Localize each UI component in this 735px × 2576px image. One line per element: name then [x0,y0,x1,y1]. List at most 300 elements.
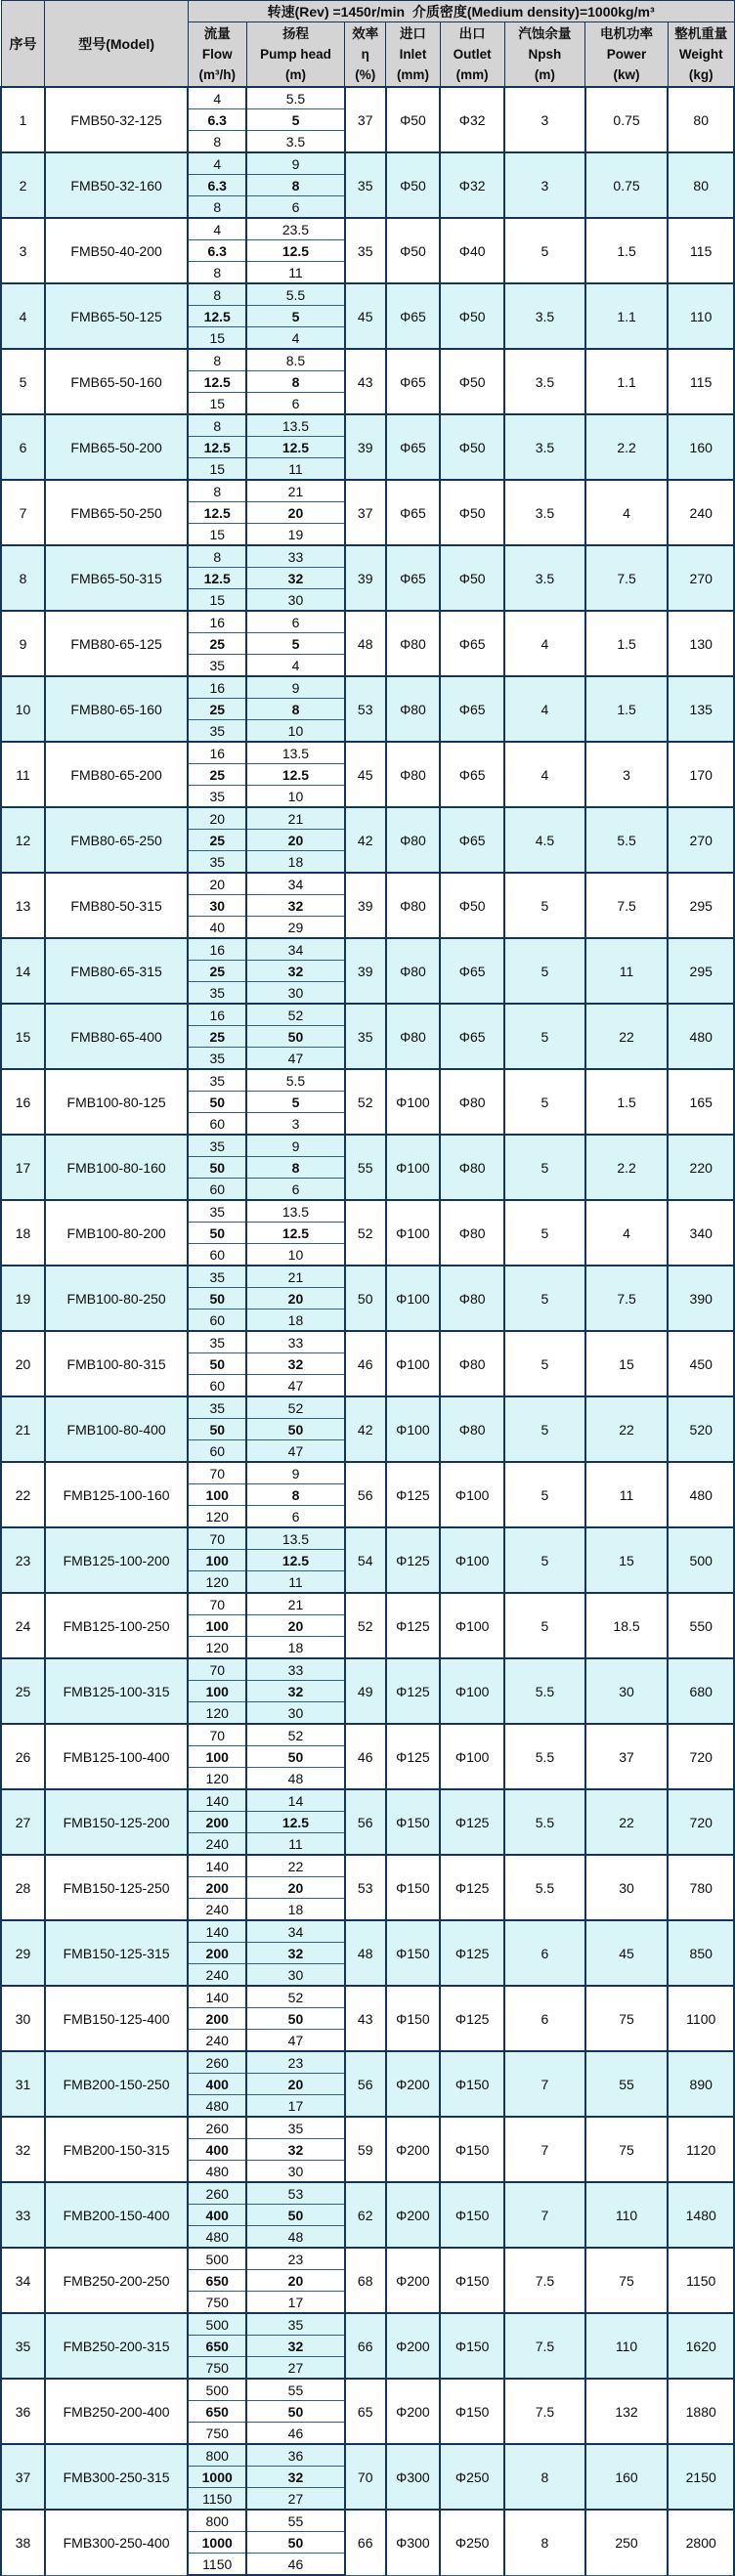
inlet-cell: Φ300 [386,2510,440,2575]
head-cell: 21 [246,1593,345,1615]
head-cell: 9 [246,676,345,699]
table-row [1,1724,734,1746]
power-cell: 2.2 [585,414,669,480]
weight-cell: 270 [668,545,734,611]
head-cell: 8 [246,1157,345,1179]
serial-cell: 26 [1,1724,45,1789]
model-cell: FMB100-80-400 [45,1396,188,1462]
serial-cell: 38 [1,2510,45,2575]
head-cell: 6 [246,611,345,633]
power-cell: 132 [585,2379,669,2444]
flow-cell: 240 [188,2030,246,2052]
head-cell: 11 [246,1571,345,1594]
head-cell: 33 [246,1658,345,1681]
weight-cell: 890 [668,2051,734,2117]
serial-cell: 22 [1,1462,45,1527]
power-cell: 4 [585,1200,669,1266]
table-row [1,480,734,502]
power-cell: 7.5 [585,545,669,611]
head-cell: 27 [246,2357,345,2380]
table-row [1,938,734,961]
table-row [1,349,734,371]
weight-cell: 340 [668,1200,734,1266]
head-cell: 12.5 [246,1223,345,1244]
weight-cell: 295 [668,873,734,938]
efficiency-cell: 45 [345,742,386,807]
table-row [1,1004,734,1026]
table-row [1,1789,734,1812]
weight-cell: 2800 [668,2510,734,2575]
head-cell: 18 [246,1309,345,1332]
flow-cell: 70 [188,1724,246,1746]
head-cell: 3 [246,1113,345,1136]
head-cell: 6 [246,1506,345,1528]
npsh-cell: 3 [504,152,585,218]
flow-cell: 260 [188,2117,246,2139]
flow-cell: 35 [188,851,246,874]
serial-cell: 7 [1,480,45,545]
outlet-cell: Φ80 [440,1396,504,1462]
inlet-cell: Φ80 [386,873,440,938]
flow-cell: 60 [188,1440,246,1463]
head-cell: 12.5 [246,764,345,786]
inlet-cell: Φ80 [386,1004,440,1069]
head-cell: 47 [246,2030,345,2052]
weight-cell: 295 [668,938,734,1004]
outlet-cell: Φ32 [440,87,504,152]
flow-cell: 480 [188,2161,246,2183]
outlet-cell: Φ100 [440,1593,504,1658]
head-cell: 48 [246,1768,345,1790]
npsh-cell: 4 [504,742,585,807]
outlet-cell: Φ80 [440,1266,504,1331]
header-col-power-unit: (kw) [613,67,640,82]
flow-cell: 500 [188,2379,246,2401]
outlet-cell: Φ150 [440,2117,504,2182]
npsh-cell: 5 [504,218,585,283]
efficiency-cell: 48 [345,1920,386,1986]
flow-cell: 1000 [188,2467,246,2488]
head-cell: 5 [246,109,345,131]
header-col-weight-en: Weight [678,47,723,62]
model-cell: FMB50-32-125 [45,87,188,152]
weight-cell: 720 [668,1789,734,1855]
npsh-cell: 3.5 [504,283,585,349]
flow-cell: 650 [188,2401,246,2423]
flow-cell: 120 [188,1702,246,1725]
head-cell: 14 [246,1789,345,1812]
efficiency-cell: 46 [345,1724,386,1789]
model-cell: FMB125-100-400 [45,1724,188,1789]
head-cell: 21 [246,480,345,502]
flow-cell: 100 [188,1681,246,1702]
serial-cell: 23 [1,1527,45,1593]
npsh-cell: 5 [504,938,585,1004]
power-cell: 0.75 [585,152,669,218]
outlet-cell: Φ50 [440,414,504,480]
outlet-cell: Φ150 [440,2248,504,2313]
model-cell: FMB100-80-125 [45,1069,188,1135]
serial-cell: 25 [1,1658,45,1724]
serial-cell: 13 [1,873,45,938]
flow-cell: 35 [188,1331,246,1353]
outlet-cell: Φ250 [440,2510,504,2575]
model-cell: FMB65-50-200 [45,414,188,480]
power-cell: 75 [585,1986,669,2051]
model-cell: FMB50-32-160 [45,152,188,218]
head-cell: 47 [246,1048,345,1070]
npsh-cell: 4 [504,611,585,676]
serial-cell: 36 [1,2379,45,2444]
header-col-npsh-en: Npsh [528,47,562,62]
serial-cell: 2 [1,152,45,218]
flow-cell: 240 [188,1964,246,1987]
efficiency-cell: 56 [345,1462,386,1527]
head-cell: 35 [246,2117,345,2139]
head-cell: 34 [246,938,345,961]
flow-cell: 35 [188,1048,246,1070]
flow-cell: 60 [188,1113,246,1136]
efficiency-cell: 53 [345,1855,386,1920]
inlet-cell: Φ100 [386,1266,440,1331]
model-cell: FMB80-65-160 [45,676,188,742]
head-cell: 23 [246,2248,345,2270]
flow-cell: 30 [188,895,246,917]
head-cell: 52 [246,1004,345,1026]
serial-cell: 35 [1,2313,45,2379]
power-cell: 75 [585,2117,669,2182]
inlet-cell: Φ100 [386,1331,440,1396]
efficiency-cell: 42 [345,807,386,873]
table-row [1,2510,734,2532]
table-row [1,2248,734,2270]
serial-cell: 5 [1,349,45,414]
serial-cell: 32 [1,2117,45,2182]
table-row [1,1920,734,1943]
model-cell: FMB65-50-125 [45,283,188,349]
weight-cell: 850 [668,1920,734,1986]
inlet-cell: Φ80 [386,938,440,1004]
flow-cell: 50 [188,1353,246,1375]
flow-cell: 1150 [188,2554,246,2576]
flow-cell: 20 [188,873,246,895]
efficiency-cell: 70 [345,2444,386,2510]
serial-cell: 18 [1,1200,45,1266]
efficiency-cell: 37 [345,480,386,545]
outlet-cell: Φ100 [440,1527,504,1593]
power-cell: 18.5 [585,1593,669,1658]
flow-cell: 25 [188,633,246,655]
head-cell: 18 [246,1899,345,1921]
header-col-inlet-cn: 进口 [399,26,426,41]
header-model: 型号(Model) [45,1,188,88]
npsh-cell: 5.5 [504,1658,585,1724]
efficiency-cell: 49 [345,1658,386,1724]
head-cell: 20 [246,830,345,851]
weight-cell: 1880 [668,2379,734,2444]
flow-cell: 120 [188,1571,246,1594]
npsh-cell: 7.5 [504,2313,585,2379]
flow-cell: 15 [188,524,246,546]
flow-cell: 6.3 [188,240,246,262]
header-col-head [246,22,345,88]
flow-cell: 400 [188,2139,246,2161]
header-banner: 转速(Rev) =1450r/min 介质密度(Medium density)=1000kg/m³ [188,1,734,22]
inlet-cell: Φ125 [386,1593,440,1658]
flow-cell: 100 [188,1550,246,1571]
efficiency-cell: 43 [345,349,386,414]
head-cell: 23 [246,2051,345,2074]
flow-cell: 4 [188,218,246,240]
efficiency-cell: 39 [345,873,386,938]
head-cell: 12.5 [246,1550,345,1571]
header-col-power-cn: 电机功率 [600,26,654,41]
header-col-outlet-unit: (mm) [455,67,489,82]
head-cell: 3.5 [246,131,345,153]
npsh-cell: 4 [504,676,585,742]
head-cell: 5 [246,1092,345,1113]
npsh-cell: 7 [504,2182,585,2248]
inlet-cell: Φ125 [386,1527,440,1593]
head-cell: 22 [246,1855,345,1877]
flow-cell: 60 [188,1179,246,1201]
table-row [1,2379,734,2401]
npsh-cell: 6 [504,1986,585,2051]
outlet-cell: Φ50 [440,480,504,545]
header-col-flow [188,22,246,88]
power-cell: 75 [585,2248,669,2313]
efficiency-cell: 68 [345,2248,386,2313]
flow-cell: 100 [188,1484,246,1506]
head-cell: 9 [246,1462,345,1484]
table-row [1,152,734,175]
weight-cell: 720 [668,1724,734,1789]
weight-cell: 270 [668,807,734,873]
flow-cell: 8 [188,131,246,153]
flow-cell: 50 [188,1419,246,1440]
flow-cell: 70 [188,1593,246,1615]
inlet-cell: Φ100 [386,1135,440,1200]
model-cell: FMB80-65-200 [45,742,188,807]
flow-cell: 16 [188,611,246,633]
head-cell: 5.5 [246,283,345,306]
model-cell: FMB125-100-315 [45,1658,188,1724]
head-cell: 12.5 [246,1812,345,1833]
head-cell: 50 [246,1419,345,1440]
head-cell: 55 [246,2379,345,2401]
serial-cell: 30 [1,1986,45,2051]
flow-cell: 35 [188,655,246,677]
flow-cell: 70 [188,1462,246,1484]
efficiency-cell: 66 [345,2510,386,2575]
weight-cell: 2150 [668,2444,734,2510]
flow-cell: 8 [188,349,246,371]
outlet-cell: Φ40 [440,218,504,283]
serial-cell: 12 [1,807,45,873]
head-cell: 55 [246,2510,345,2532]
head-cell: 52 [246,1724,345,1746]
head-cell: 19 [246,524,345,546]
npsh-cell: 3.5 [504,480,585,545]
inlet-cell: Φ50 [386,152,440,218]
flow-cell: 140 [188,1789,246,1812]
head-cell: 17 [246,2095,345,2118]
inlet-cell: Φ100 [386,1069,440,1135]
power-cell: 15 [585,1527,669,1593]
inlet-cell: Φ80 [386,676,440,742]
head-cell: 32 [246,895,345,917]
model-cell: FMB250-200-315 [45,2313,188,2379]
outlet-cell: Φ50 [440,283,504,349]
head-cell: 4 [246,327,345,350]
flow-cell: 500 [188,2248,246,2270]
table-row [1,1593,734,1615]
head-cell: 13.5 [246,742,345,764]
table-header [1,1,734,88]
head-cell: 12.5 [246,437,345,458]
header-col-npsh-unit: (m) [534,67,555,82]
weight-cell: 220 [668,1135,734,1200]
table-row [1,1986,734,2008]
flow-cell: 8 [188,196,246,219]
head-cell: 29 [246,917,345,939]
head-cell: 8 [246,1484,345,1506]
head-cell: 11 [246,262,345,284]
outlet-cell: Φ65 [440,938,504,1004]
flow-cell: 500 [188,2313,246,2336]
power-cell: 5.5 [585,807,669,873]
flow-cell: 12.5 [188,568,246,589]
head-cell: 33 [246,545,345,568]
weight-cell: 110 [668,283,734,349]
flow-cell: 100 [188,1746,246,1768]
table-body [1,87,734,2575]
outlet-cell: Φ250 [440,2444,504,2510]
inlet-cell: Φ200 [386,2248,440,2313]
head-cell: 13.5 [246,414,345,437]
head-cell: 11 [246,1833,345,1856]
head-cell: 32 [246,1353,345,1375]
inlet-cell: Φ100 [386,1200,440,1266]
npsh-cell: 5 [504,1593,585,1658]
outlet-cell: Φ100 [440,1658,504,1724]
power-cell: 30 [585,1658,669,1724]
head-cell: 27 [246,2488,345,2511]
head-cell: 10 [246,786,345,808]
weight-cell: 1480 [668,2182,734,2248]
inlet-cell: Φ125 [386,1658,440,1724]
flow-cell: 35 [188,720,246,743]
table-row [1,742,734,764]
head-cell: 30 [246,982,345,1005]
flow-cell: 35 [188,982,246,1005]
table-row [1,218,734,240]
head-cell: 8 [246,175,345,196]
header-col-inlet [386,22,440,88]
model-cell: FMB300-250-315 [45,2444,188,2510]
head-cell: 4 [246,655,345,677]
npsh-cell: 3.5 [504,414,585,480]
head-cell: 46 [246,2554,345,2576]
efficiency-cell: 39 [345,545,386,611]
flow-cell: 35 [188,786,246,808]
header-col-head-en: Pump head [260,47,331,62]
flow-cell: 35 [188,1200,246,1223]
head-cell: 32 [246,2336,345,2357]
weight-cell: 1120 [668,2117,734,2182]
power-cell: 1.5 [585,1069,669,1135]
head-cell: 11 [246,458,345,481]
model-cell: FMB80-65-315 [45,938,188,1004]
flow-cell: 8 [188,480,246,502]
table-row [1,1658,734,1681]
efficiency-cell: 35 [345,152,386,218]
flow-cell: 25 [188,830,246,851]
model-cell: FMB100-80-315 [45,1331,188,1396]
head-cell: 48 [246,2226,345,2249]
npsh-cell: 3 [504,87,585,152]
table-row [1,1266,734,1288]
weight-cell: 135 [668,676,734,742]
flow-cell: 140 [188,1855,246,1877]
flow-cell: 120 [188,1506,246,1528]
head-cell: 12.5 [246,240,345,262]
power-cell: 1.5 [585,218,669,283]
efficiency-cell: 50 [345,1266,386,1331]
head-cell: 50 [246,2205,345,2226]
flow-cell: 8 [188,262,246,284]
outlet-cell: Φ65 [440,676,504,742]
inlet-cell: Φ80 [386,807,440,873]
power-cell: 11 [585,1462,669,1527]
flow-cell: 1150 [188,2488,246,2511]
efficiency-cell: 56 [345,2051,386,2117]
table-row [1,1396,734,1419]
inlet-cell: Φ150 [386,1789,440,1855]
efficiency-cell: 59 [345,2117,386,2182]
weight-cell: 80 [668,152,734,218]
model-cell: FMB50-40-200 [45,218,188,283]
serial-cell: 19 [1,1266,45,1331]
header-col-efficiency-unit: (%) [355,67,376,82]
serial-cell: 10 [1,676,45,742]
header-col-outlet-cn: 出口 [458,26,486,41]
efficiency-cell: 52 [345,1593,386,1658]
weight-cell: 500 [668,1527,734,1593]
outlet-cell: Φ100 [440,1724,504,1789]
model-cell: FMB125-100-250 [45,1593,188,1658]
head-cell: 5.5 [246,1069,345,1092]
header-col-power-en: Power [606,47,647,62]
flow-cell: 400 [188,2074,246,2095]
efficiency-cell: 39 [345,414,386,480]
flow-cell: 8 [188,414,246,437]
head-cell: 18 [246,851,345,874]
weight-cell: 170 [668,742,734,807]
model-cell: FMB100-80-160 [45,1135,188,1200]
inlet-cell: Φ65 [386,349,440,414]
head-cell: 13.5 [246,1200,345,1223]
inlet-cell: Φ50 [386,218,440,283]
flow-cell: 750 [188,2292,246,2314]
flow-cell: 1000 [188,2532,246,2554]
inlet-cell: Φ200 [386,2379,440,2444]
flow-cell: 20 [188,807,246,830]
npsh-cell: 6 [504,1920,585,1986]
model-cell: FMB200-150-400 [45,2182,188,2248]
flow-cell: 70 [188,1658,246,1681]
inlet-cell: Φ150 [386,1920,440,1986]
